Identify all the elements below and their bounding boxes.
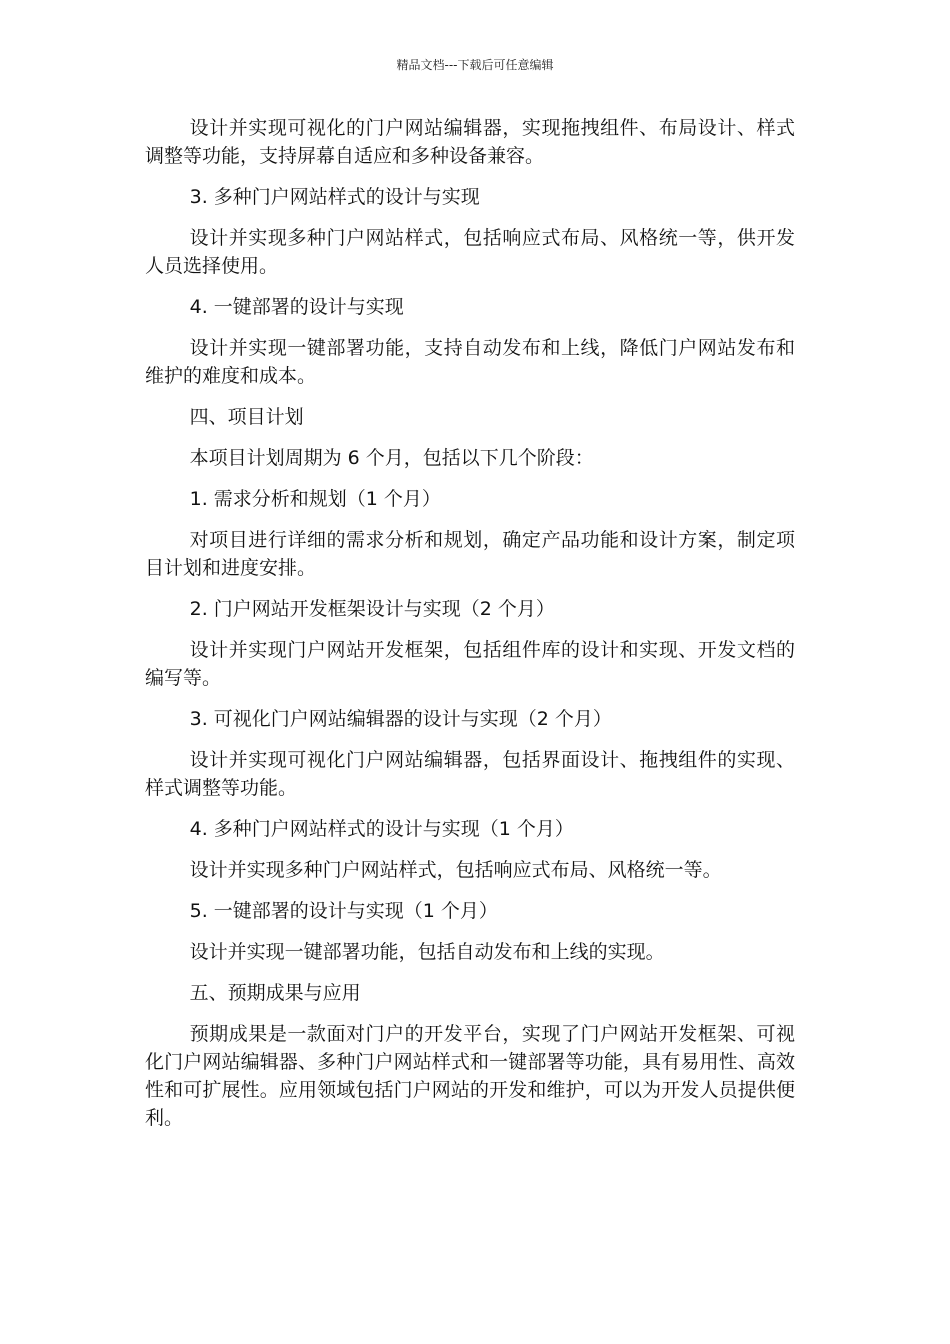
page-header: 精品文档---下载后可任意编辑 bbox=[396, 58, 554, 72]
plan-step-2-heading: 2. 门户网站开发框架设计与实现（2 个月） bbox=[189, 598, 555, 620]
paragraph-outcomes-desc: 预期成果是一款面对门户的开发平台，实现了门户网站开发框架、可视化门户网站编辑器、多种门户网站样式和一键部署等功能，具有易用性、高效性和可扩展性。应用领域包括门户网站的开发和维护，可以为开发人员提供便利。 bbox=[145, 1023, 795, 1129]
plan-step-5-heading: 5. 一键部署的设计与实现（1 个月） bbox=[189, 900, 498, 922]
paragraph-editor-desc: 设计并实现可视化的门户网站编辑器，实现拖拽组件、布局设计、样式调整等功能，支持屏幕自适应和多种设备兼容。 bbox=[145, 117, 795, 167]
paragraph-plan-intro: 本项目计划周期为 6 个月，包括以下几个阶段： bbox=[189, 447, 594, 469]
heading-4-deploy: 4. 一键部署的设计与实现 bbox=[189, 296, 404, 318]
plan-step-1-heading: 1. 需求分析和规划（1 个月） bbox=[189, 488, 441, 510]
document-body bbox=[145, 114, 795, 1145]
plan-step-1-desc: 对项目进行详细的需求分析和规划，确定产品功能和设计方案，制定项目计划和进度安排。 bbox=[145, 529, 795, 579]
plan-step-5-desc: 设计并实现一键部署功能，包括自动发布和上线的实现。 bbox=[189, 941, 665, 963]
plan-step-3-desc: 设计并实现可视化门户网站编辑器，包括界面设计、拖拽组件的实现、样式调整等功能。 bbox=[145, 749, 795, 799]
section-heading-outcomes: 五、预期成果与应用 bbox=[189, 982, 361, 1004]
plan-step-4-heading: 4. 多种门户网站样式的设计与实现（1 个月） bbox=[189, 818, 574, 840]
plan-step-3-heading: 3. 可视化门户网站编辑器的设计与实现（2 个月） bbox=[189, 708, 612, 730]
plan-step-4-desc: 设计并实现多种门户网站样式，包括响应式布局、风格统一等。 bbox=[189, 859, 722, 881]
heading-3-styles: 3. 多种门户网站样式的设计与实现 bbox=[189, 186, 480, 208]
paragraph-styles-desc: 设计并实现多种门户网站样式，包括响应式布局、风格统一等，供开发人员选择使用。 bbox=[145, 227, 795, 277]
section-heading-project-plan: 四、项目计划 bbox=[189, 406, 304, 428]
paragraph-deploy-desc: 设计并实现一键部署功能，支持自动发布和上线，降低门户网站发布和维护的难度和成本。 bbox=[145, 337, 795, 387]
plan-step-2-desc: 设计并实现门户网站开发框架，包括组件库的设计和实现、开发文档的编写等。 bbox=[145, 639, 795, 689]
